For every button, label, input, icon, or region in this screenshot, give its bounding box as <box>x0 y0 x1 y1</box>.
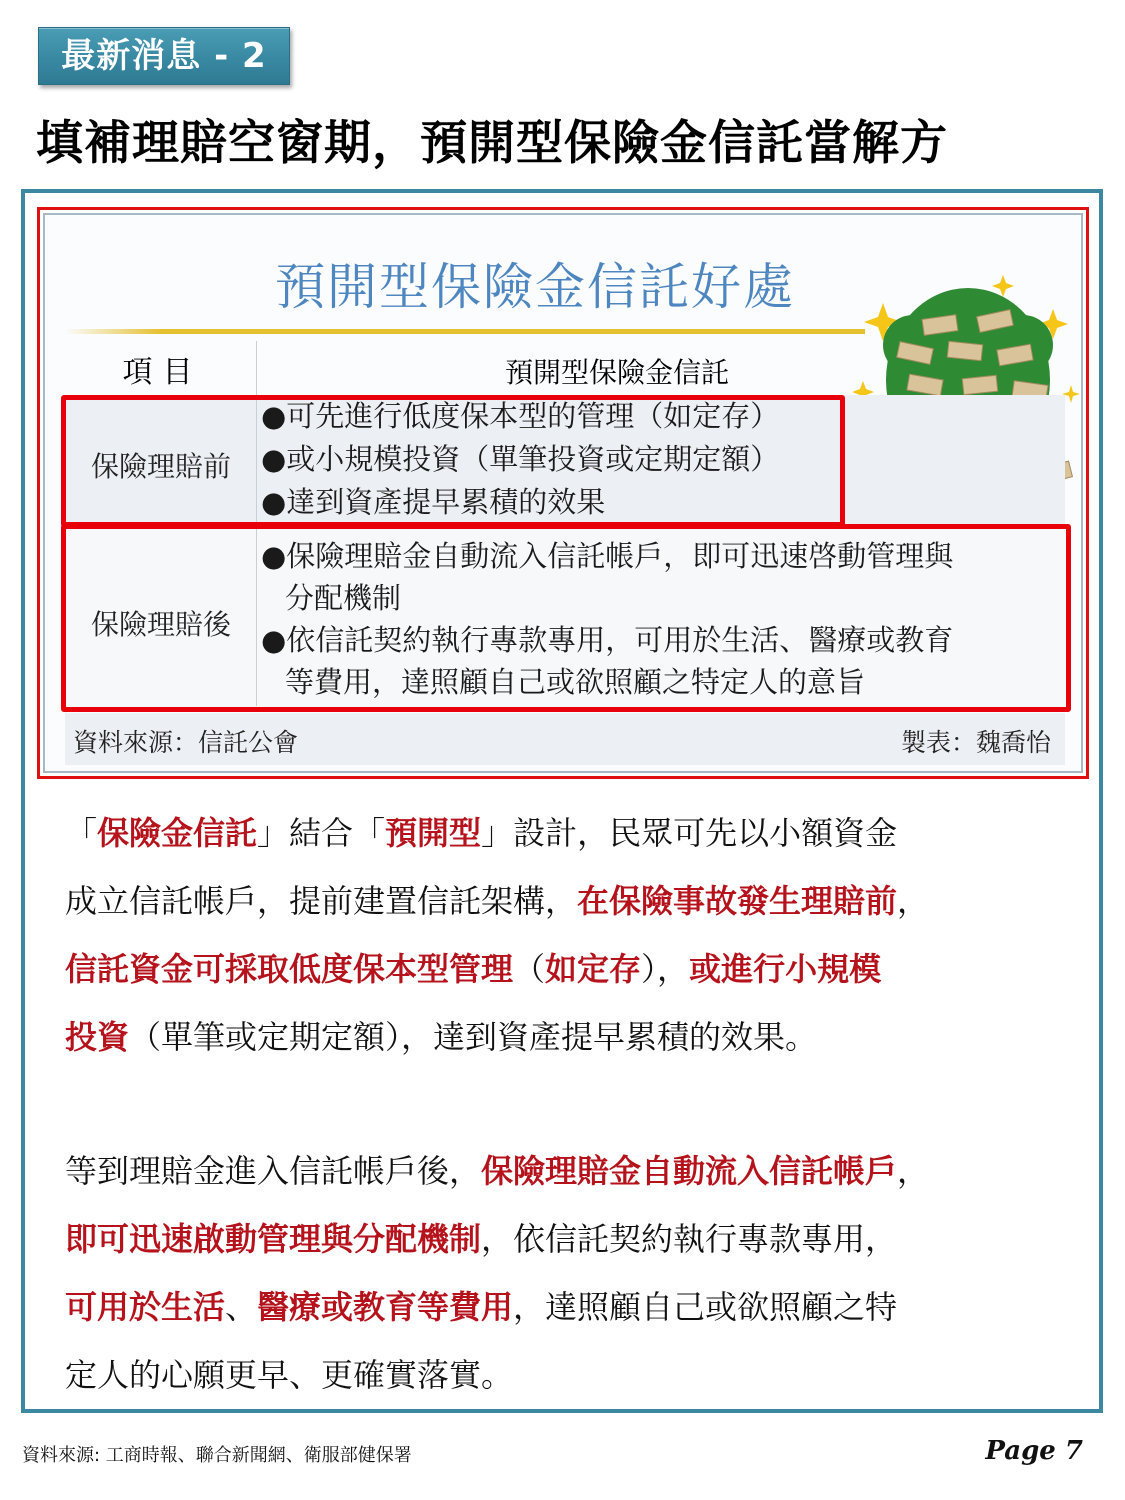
plain-text: ）， <box>641 950 690 988</box>
text-line <box>65 1273 1075 1341</box>
gold-divider <box>65 329 865 334</box>
plain-text: 、 <box>225 1288 258 1326</box>
text-line <box>65 1003 1075 1071</box>
row-label-after-claim: 保險理賠後 <box>90 608 231 641</box>
bullet-item-continuation: 等費用，達照顧自己或欲照顧之特定人的意旨 <box>285 665 866 699</box>
highlighted-text: 投資 <box>65 1018 130 1056</box>
table-maker: 製表：魏喬怡 <box>900 728 1051 757</box>
highlighted-text: 保險金信託 <box>97 814 258 852</box>
highlight-box-before-claim <box>61 395 845 527</box>
plain-text: 」結合「 <box>257 814 386 852</box>
plain-text: ， <box>897 1152 930 1190</box>
highlighted-text: 可用於生活 <box>65 1288 226 1326</box>
source-footer: 資料來源: 工商時報、聯合新聞網、衛服部健保署 <box>22 1445 412 1466</box>
highlighted-text: 即可迅速啟動管理與分配機制 <box>65 1220 482 1258</box>
highlighted-text: 在保險事故發生理賠前 <box>577 882 898 920</box>
highlight-box-after-claim <box>61 524 1071 712</box>
highlighted-text: 醫療或教育等費用 <box>257 1288 514 1326</box>
text-line <box>65 1137 1075 1205</box>
body-paragraph-1 <box>65 799 1075 1071</box>
highlighted-text: 如定存 <box>545 950 642 988</box>
bullet-item: ●可先進行低度保本型的管理（如定存） <box>261 399 780 433</box>
plain-text: 「 <box>65 814 98 852</box>
bullet-item: ●依信託契約執行專款專用，可用於生活、醫療或教育 <box>261 623 954 657</box>
plain-text: ，依信託契約執行專款專用， <box>481 1220 898 1258</box>
infographic-inner <box>43 213 1083 773</box>
text-line <box>65 1341 1075 1409</box>
infographic-title: 預開型保險金信託好處 <box>275 258 795 316</box>
infographic-table <box>37 207 1089 779</box>
highlighted-text: 保險理賠金自動流入信託帳戶 <box>481 1152 898 1190</box>
text-line <box>65 799 1075 867</box>
table-source: 資料來源：信託公會 <box>73 728 299 757</box>
bullet-item: ●或小規模投資（單筆投資或定期定額） <box>261 442 780 476</box>
content-frame <box>21 189 1103 1413</box>
highlighted-text: 或進行小規模 <box>689 950 882 988</box>
row-label-before-claim: 保險理賠前 <box>90 450 231 483</box>
plain-text: ，達照顧自己或欲照顧之特 <box>513 1288 898 1326</box>
plain-text: （ <box>513 950 546 988</box>
plain-text: 等到理賠金進入信託帳戶後， <box>65 1152 482 1190</box>
text-line <box>65 935 1075 1003</box>
highlighted-text: 預開型 <box>385 814 482 852</box>
plain-text: （單筆或定期定額），達到資產提早累積的效果。 <box>129 1018 818 1056</box>
section-badge: 最新消息 - 2 <box>38 27 290 85</box>
plain-text: 成立信託帳戶，提前建置信託架構， <box>65 882 578 920</box>
page-number: Page 7 <box>985 1436 1083 1466</box>
plain-text: 」設計，民眾可先以小額資金 <box>481 814 898 852</box>
header-main: 預開型保險金信託 <box>505 356 730 389</box>
plain-text: ， <box>897 882 930 920</box>
plain-text: 定人的心願更早、更確實落實。 <box>65 1356 514 1394</box>
page-title: 填補理賠空窗期，預開型保險金信託當解方 <box>36 116 948 171</box>
text-line <box>65 867 1075 935</box>
bullet-item-continuation: 分配機制 <box>285 581 402 615</box>
bullet-item: ●達到資產提早累積的效果 <box>261 485 606 519</box>
header-item: 項目 <box>122 355 203 390</box>
bullet-item: ●保險理賠金自動流入信託帳戶，即可迅速啓動管理與 <box>261 539 954 573</box>
highlighted-text: 信託資金可採取低度保本型管理 <box>65 950 514 988</box>
body-paragraph-2 <box>65 1137 1075 1409</box>
text-line <box>65 1205 1075 1273</box>
